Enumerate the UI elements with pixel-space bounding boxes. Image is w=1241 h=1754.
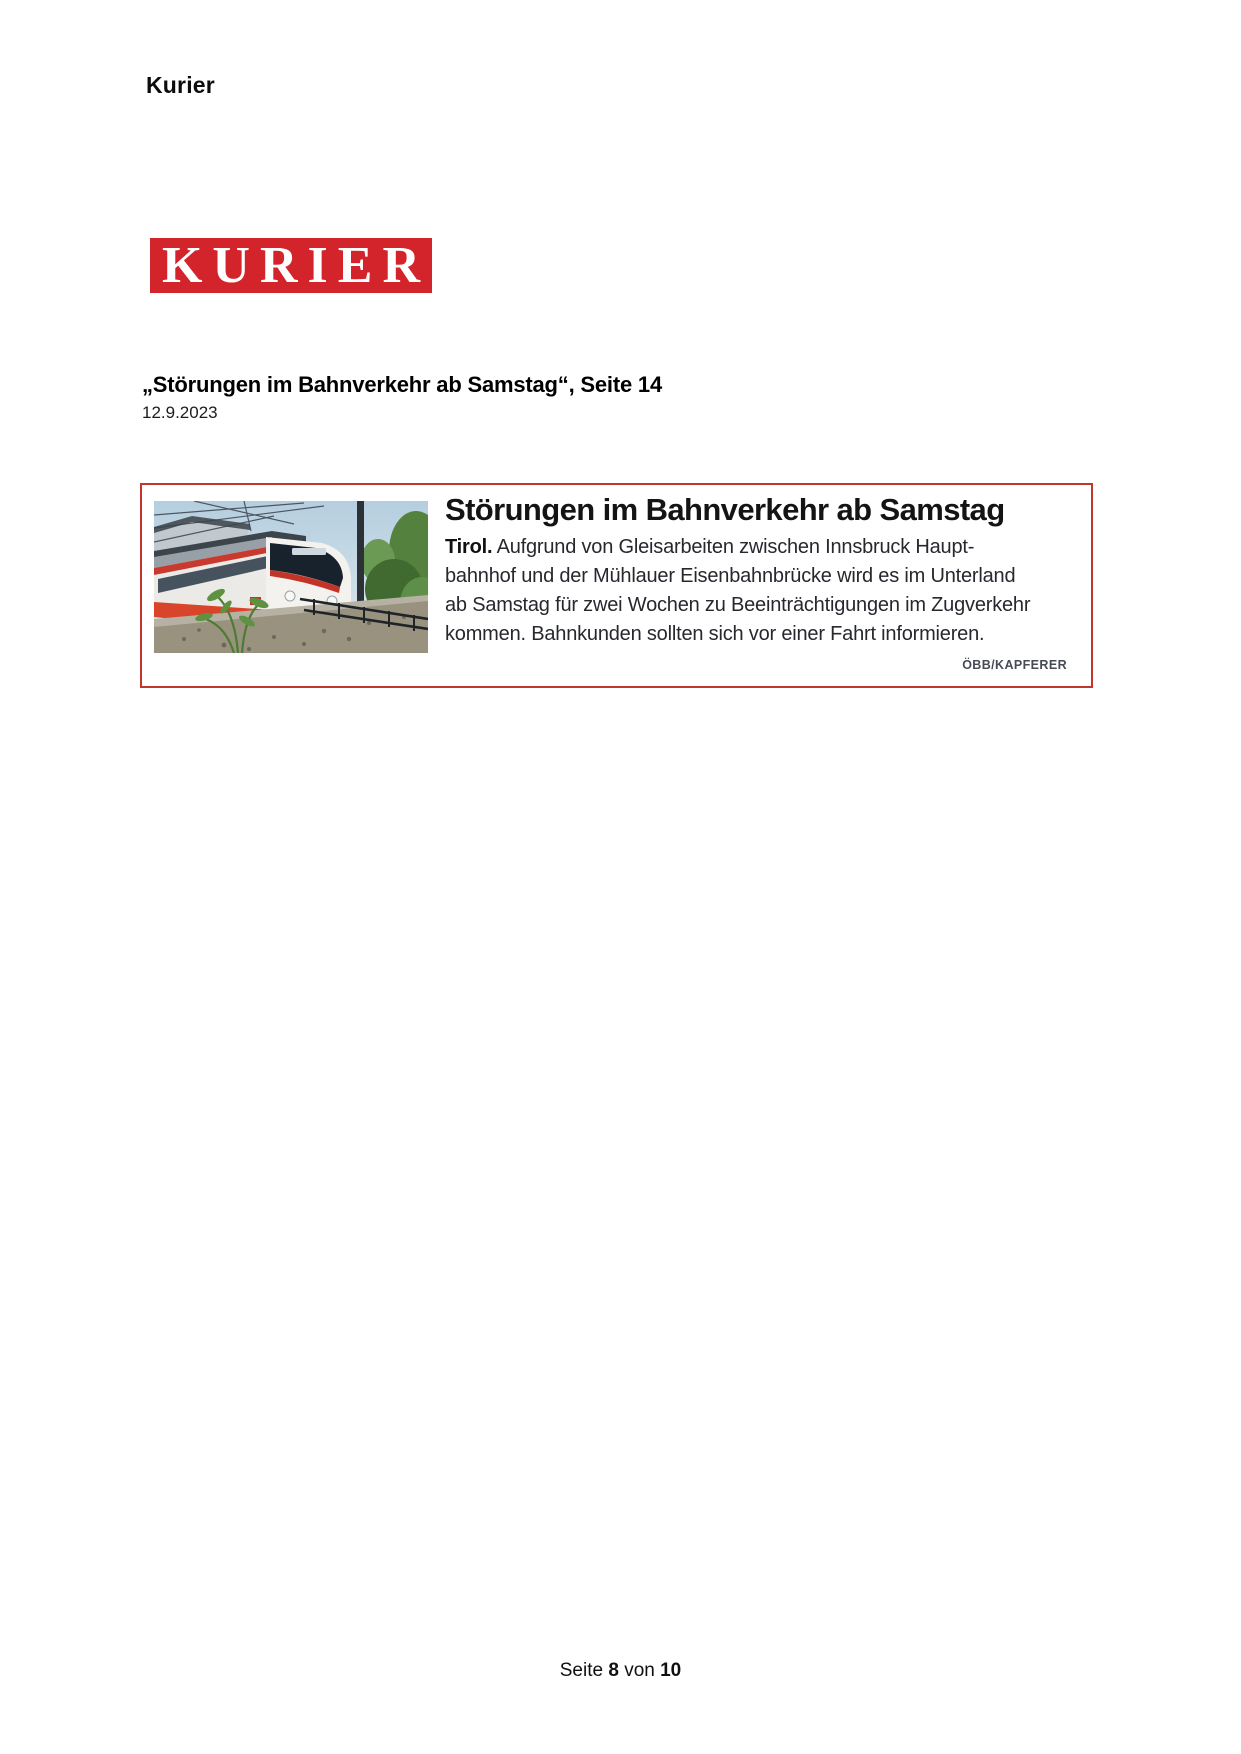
- train-photo-svg: [154, 501, 428, 653]
- train-photo-illustration: [154, 501, 428, 653]
- article-leadin: Tirol.: [445, 536, 493, 558]
- article-body-line: kommen. Bahnkunden sollten sich vor einer Fahrt informieren.: [445, 623, 985, 645]
- kurier-logo: [150, 238, 432, 293]
- source-label: Kurier: [146, 72, 215, 98]
- article-body: [445, 533, 1067, 649]
- footer-current-page: 8: [608, 1660, 619, 1681]
- article-content: [445, 492, 1067, 672]
- article-body-line: Tirol. Aufgrund von Gleisarbeiten zwischen Innsbruck Haupt-: [445, 536, 975, 558]
- article-body-line: ab Samstag für zwei Wochen zu Beeinträchtigungen im Zugverkehr: [445, 594, 1031, 616]
- photo-credit: ÖBB/KAPFERER: [962, 658, 1067, 672]
- page-footer: [0, 1660, 1241, 1682]
- clipping-date: 12.9.2023: [142, 403, 218, 422]
- article-headline: Störungen im Bahnverkehr ab Samstag: [445, 492, 1005, 527]
- article-clipping-box: [140, 483, 1093, 688]
- article-body-line: bahnhof und der Mühlauer Eisenbahnbrücke wird es im Unterland: [445, 565, 1016, 587]
- kurier-logo-text: KURIER: [161, 236, 431, 294]
- footer-label-of: von: [624, 1660, 655, 1681]
- clipping-title: „Störungen im Bahnverkehr ab Samstag“, Seite 14: [142, 372, 662, 397]
- footer-label-page: Seite: [559, 1660, 604, 1681]
- footer-total-pages: 10: [660, 1660, 682, 1681]
